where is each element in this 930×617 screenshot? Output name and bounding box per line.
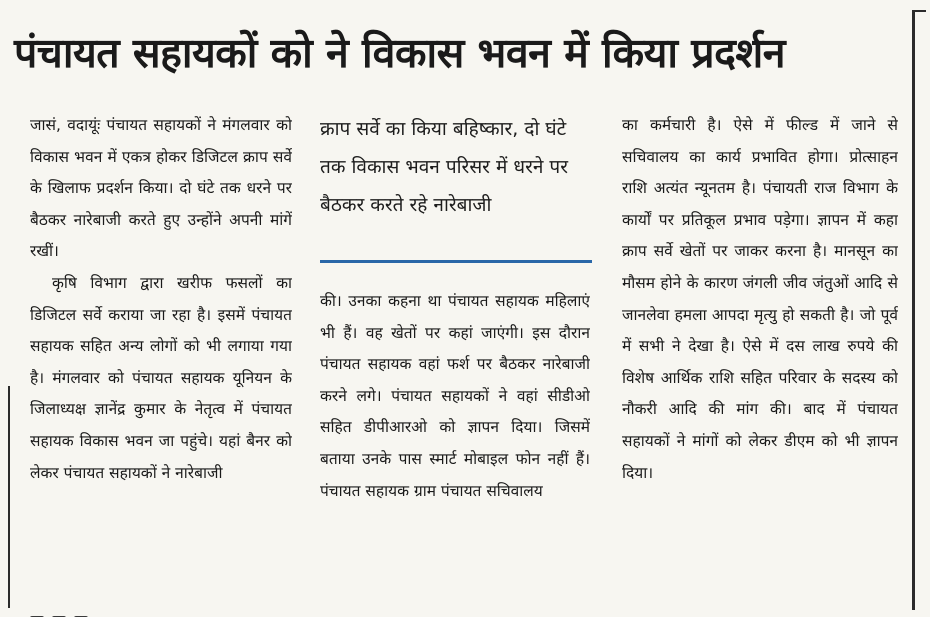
- page-frame-line: [912, 10, 915, 610]
- paragraph: की। उनका कहना था पंचायत सहायक महिलाएं भी हैं। वह खेतों पर कहां जाएंगी। इस दौरान पंचायत सहायक वहां फर्श पर बैठकर नारेबाजी करने लगे। पंचायत सहायकों ने वहां सीडीओ सहित डीपीआरओ को ज्ञापन दिया। जिसमें बताया उनके पास स्मार्ट मोबाइल फोन नहीं हैं। पंचायत सहायक ग्राम पंचायत सचिवालय: [320, 292, 590, 500]
- paragraph: कृषि विभाग द्वारा खरीफ फसलों का डिजिटल सर्वे कराया जा रहा है। इसमें पंचायत सहायक सहित अन्य लोगों को भी लगाया गया है। मंगलवार को पंचायत सहायक यूनियन के जिलाध्यक्ष ज्ञानेंद्र कुमार के नेतृत्व में पंचायत सहायक विकास भवन जा पहुंचे। यहां बैनर को लेकर पंचायत सहायकों ने नारेबाजी: [30, 273, 292, 482]
- paragraph: का कर्मचारी है। ऐसे में फील्ड में जाने से सचिवालय का कार्य प्रभावित होगा। प्रोत्साहन राशि अत्यंत न्यूनतम है। पंचायती राज विभाग के कार्यों पर प्रतिकूल प्रभाव पड़ेगा। ज्ञापन में कहा क्राप सर्वे खेतों पर जाकर करना है। मानसून का मौसम होने के कारण जंगली जीव जंतुओं आदि से जानलेवा हमला आपदा मृत्यु हो सकती है। जो पूर्व में सभी ने देखा है। ऐसे में दस लाख रुपये की विशेष आर्थिक राशि सहित परिवार के सदस्य को नौकरी आदि की मांग की। बाद में पंचायत सहायकों ने मांगों को लेकर डीएम को भी ज्ञापन दिया।: [622, 116, 898, 482]
- paragraph: जासं, वदायूंः पंचायत सहायकों ने मंगलवार को विकास भवन में एकत्र होकर डिजिटल क्राप सर्वे के खिलाफ प्रदर्शन किया। दो घंटे तक धरने पर बैठकर नारेबाजी करते हुए उन्होंने अपनी मांगें रखीं।: [30, 116, 292, 261]
- article-headline: पंचायत सहायकों को ने विकास भवन में किया प्रदर्शन: [14, 29, 786, 77]
- pull-quote-rule: [320, 260, 592, 263]
- article-column-2: [320, 286, 590, 596]
- pull-quote: क्राप सर्वे का किया बहिष्कार, दो घंटे तक विकास भवन परिसर में धरने पर बैठकर करते रहे नारेबाजी: [320, 118, 568, 216]
- article-column-1: [30, 110, 292, 600]
- adjacent-column-rule: [8, 386, 10, 608]
- page-frame-corner: [912, 10, 926, 12]
- next-article-fragment: [30, 608, 150, 617]
- article-column-3: [622, 110, 898, 600]
